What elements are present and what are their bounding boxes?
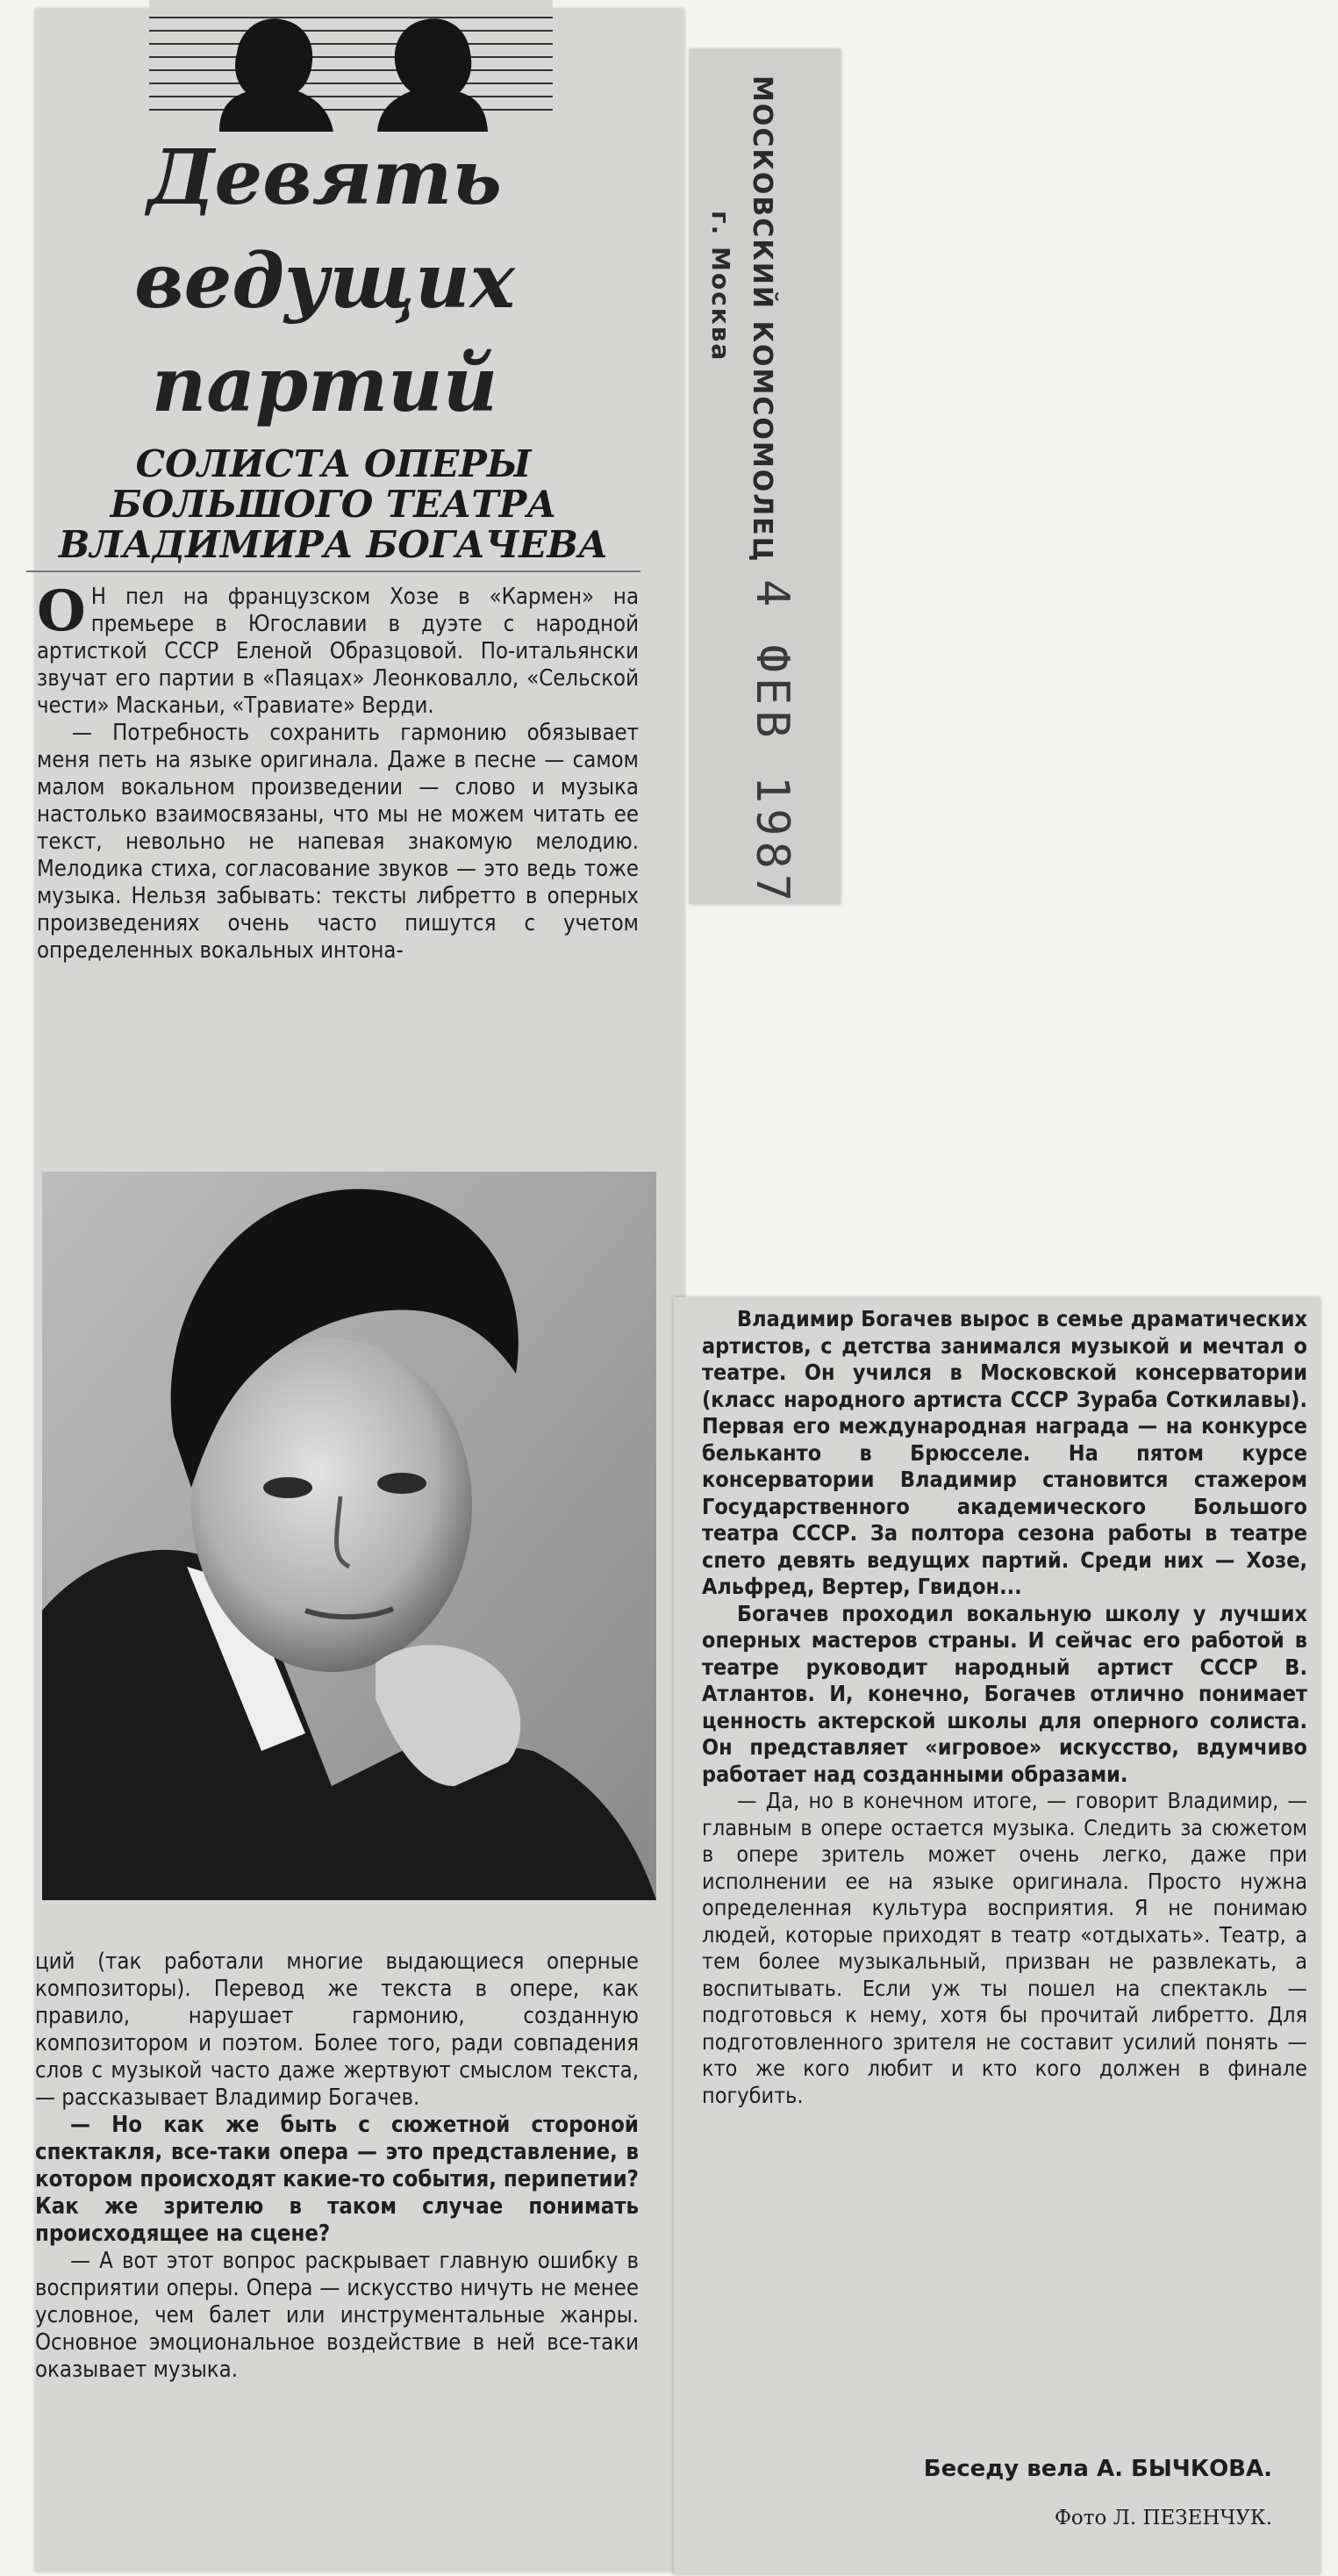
article-column-bottom xyxy=(35,1948,639,2384)
subheadline-line-2: БОЛЬШОГО ТЕАТРА xyxy=(110,483,557,526)
subheadline-line-3: ВЛАДИМИРА БОГАЧЕВА xyxy=(58,523,609,566)
lead-paragraph: О Н пел на французском Хозе в «Кармен» на премьере в Югославии в дуэте с народной артисткой СССР Еленой Образцовой. По-итальянски звучат его партии в «Паяцах» Леонковалло, «Сельской чести» Масканьи, «Травиате» Верди. xyxy=(37,578,639,719)
paragraph: ций (так работали многие выдающиеся оперные композиторы). Перевод же текста в опере, как правило, нарушает гармонию, созданную композитором и поэтом. Более того, ради совпадения слов с музыкой часто даже жертвуют смыслом текста, — рассказывает Владимир Богачев. xyxy=(35,1948,639,2111)
stamp-city: г. Москва xyxy=(706,211,735,362)
dropcap: О xyxy=(37,578,86,644)
singer-portrait-photo xyxy=(42,1172,656,1900)
divider xyxy=(26,570,640,572)
paragraph: Богачев проходил вокальную школу у лучших оперных мастеров страны. И сейчас его работой в театре руководит народный артист СССР В. Атлантов. И, конечно, Богачев отлично понимает ценность актерской школы для оперного солиста. Он представляет «игровое» искусство, вдумчиво работает над созданными образами. xyxy=(702,1600,1307,1787)
article-column-top xyxy=(37,578,639,965)
byline: Беседу вела А. БЫЧКОВА. xyxy=(923,2456,1272,2482)
paragraph: — Потребность сохранить гармонию обязывает меня петь на языке оригинала. Даже в песне — самом малом вокальном произведении — слово и музыка настолько взаимосвязаны, что мы не можем читать ее текст, невольно не напевая знакомую мелодию. Мелодика стиха, согласование звуков — это ведь тоже музыка. Нельзя забывать: тексты либретто в оперных произведениях очень часто пишутся с учетом определенных вокальных интона- xyxy=(37,720,639,964)
headline-line-2: ведущих xyxy=(134,237,515,326)
stamp-date: 4 ФЕВ 1987 xyxy=(746,579,798,908)
paragraph: Владимир Богачев вырос в семье драматических артистов, с детства занимался музыкой и мечтал о театре. Он учился в Московской консерватории (класс народного артиста СССР Зураба Соткилавы). Первая его международная награда — на конкурсе бельканто в Брюсселе. На пятом курсе консерватории Владимир становится стажером Государственного академического Большого театра СССР. За полтора сезона работы в театре спето девять ведущих партий. Среди них — Хозе, Альфред, Вертер, Гвидон... xyxy=(702,1306,1307,1599)
subheadline-line-1: СОЛИСТА ОПЕРЫ xyxy=(135,442,532,485)
photo-credit: Фото Л. ПЕЗЕНЧУК. xyxy=(1054,2507,1272,2529)
headline-line-1: Девять xyxy=(147,133,502,222)
interview-question: — Но как же быть с сюжетной стороной спектакля, все-таки опера — это представление, в котором происходят какие-то события, перипетии? Как же зрителю в таком случае понимать происходящее на сцене? xyxy=(35,2112,639,2247)
paragraph: — Да, но в конечном итоге, — говорит Владимир, — главным в опере остается музыка. Следить за сюжетом в опере зритель может очень легко, даже при исполнении ее на языке оригинала. Просто нужна определенная культура восприятия. Я не понимаю людей, которые приходят в театр «отдыхать». Театр, а тем более музыкальный, призван не развлекать, а воспитывать. Если уж ты пошел на спектакль — подготовься к нему, хотя бы прочитай либретто. Для подготовленного зрителя не составит усилий понять — кто же кого любит и кто кого должен в финале погубить. xyxy=(702,1788,1307,2108)
headline-line-3: партий xyxy=(151,341,498,429)
paragraph: — А вот этот вопрос раскрывает главную ошибку в восприятии оперы. Опера — искусство ничуть не менее условное, чем балет или инструментальные жанры. Основное эмоциональное воздействие в ней все-таки оказывает музыка. xyxy=(35,2248,639,2383)
rubric-logo-icon xyxy=(149,0,553,132)
article-column-right xyxy=(702,1306,1307,2109)
stamp-newspaper-name: МОСКОВСКИЙ КОМСОМОЛЕЦ xyxy=(747,75,777,563)
